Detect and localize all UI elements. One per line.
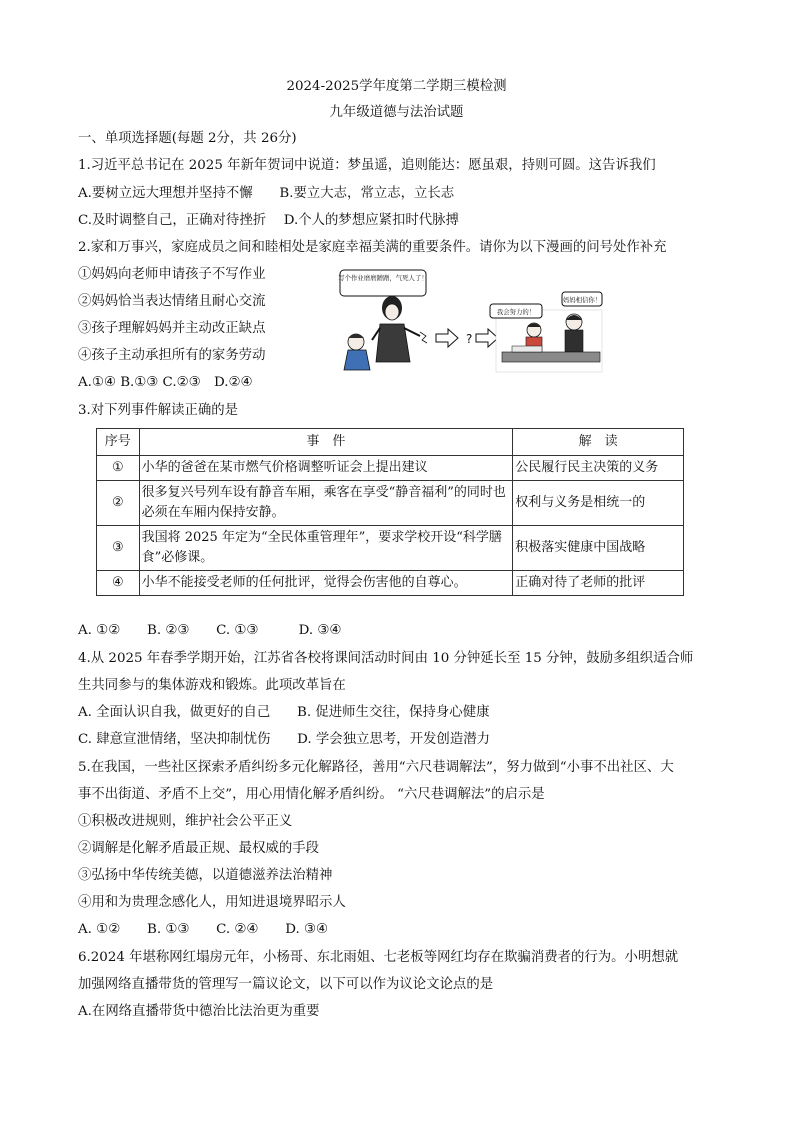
q5-stem-line2: 事不出街道、矛盾不上交”，用心用情化解矛盾纠纷。 “六尺巷调解法”的启示是 — [78, 787, 545, 802]
q5-statement-4: ④用和为贵理念感化人，用知进退境界昭示人 — [78, 895, 346, 910]
table-row — [97, 526, 684, 571]
q6-option-a: A.在网络直播带货中德治比法治更为重要 — [78, 1004, 320, 1019]
table-row — [97, 571, 684, 596]
comic-right-scene — [490, 292, 602, 372]
table-row — [97, 481, 684, 526]
table-cell-interpretation: 积极落实健康中国战略 — [513, 526, 684, 571]
q4-options-cd: C. 肆意宣泄情绪，坚决抑制忧伤 D. 学会独立思考，开发创造潜力 — [78, 732, 490, 747]
exam-subtitle: 九年级道德与法治试题 — [329, 105, 464, 120]
table-cell-event: 很多复兴号列车设有静音车厢，乘客在享受“静音福利”的同时也必须在车厢内保持安静。 — [139, 481, 513, 526]
table-cell-event: 小华不能接受老师的任何批评，觉得会伤害他的自尊心。 — [139, 571, 513, 596]
table-cell-number: ③ — [97, 526, 140, 571]
table-cell-number: ① — [97, 456, 140, 481]
table-cell-event: 我国将 2025 年定为“全民体重管理年”，要求学校开设“科学膳食”必修课。 — [139, 526, 513, 571]
q1-options-ab: A.要树立远大理想并坚持不懈 B.要立大志，常立志，立长志 — [78, 186, 455, 201]
q4-stem-line2: 生共同参与的集体游戏和锻炼。此项改革旨在 — [78, 678, 346, 693]
q2-options: A.①④ B.①③ C.②③ D.②④ — [78, 375, 253, 390]
table-cell-event: 小华的爸爸在某市燃气价格调整听证会上提出建议 — [139, 456, 513, 481]
comic-angry-mother — [372, 296, 427, 362]
q5-stem-line1: 5.在我国，一些社区探索矛盾纠纷多元化解路径，善用“六尺巷调解法”，努力做到“小事不出社区、大 — [78, 760, 674, 775]
q6-stem-line2: 加强网络直播带货的管理写一篇议论文，以下可以作为议论文论点的是 — [78, 977, 494, 992]
q1-stem: 1.习近平总书记在 2025 年新年贺词中说道：梦虽遥，追则能达：愿虽艰，持则可圆。这告诉我们 — [78, 158, 656, 173]
q1-options-cd: C.及时调整自己，正确对待挫折 D.个人的梦想应紧扣时代脉搏 — [78, 213, 459, 228]
comic-crying-child — [344, 334, 370, 370]
q2-stem: 2.家和万事兴，家庭成员之间和睦相处是家庭幸福美满的重要条件。请你为以下漫画的问号处作补充 — [78, 240, 667, 255]
section-heading: 一、单项选择题(每题 2分，共 26分) — [78, 131, 297, 146]
comic-bubble-left-text: 写个作业磨磨蹭蹭，气死人了！ — [338, 274, 428, 282]
q2-statement-3: ③孩子理解妈妈并主动改正缺点 — [78, 321, 266, 336]
table-header-event: 事 件 — [139, 429, 513, 456]
q2-statement-1: ①妈妈向老师申请孩子不写作业 — [78, 267, 266, 282]
q5-options: A. ①② B. ①③ C. ②④ D. ③④ — [78, 922, 328, 937]
q6-stem-line1: 6.2024 年堪称网红塌房元年，小杨哥、东北雨姐、七老板等网红均存在欺骗消费者的行为。小明想就 — [78, 950, 679, 965]
table-cell-interpretation: 公民履行民主决策的义务 — [513, 456, 684, 481]
exam-title: 2024-2025学年度第二学期三模检测 — [286, 79, 507, 94]
q3-options: A. ①② B. ②③ C. ①③ D. ③④ — [78, 623, 342, 638]
comic-bubble-mom-text: 妈妈相信你！ — [562, 296, 602, 304]
table-header-number: 序号 — [97, 429, 140, 456]
table-row — [97, 456, 684, 481]
q2-statement-4: ④孩子主动承担所有的家务劳动 — [78, 348, 266, 363]
q4-stem-line1: 4.从 2025 年春季学期开始，江苏省各校将课间活动时间由 10 分钟延长至 15 分钟，鼓励多组织适合师 — [78, 651, 694, 666]
q5-statement-2: ②调解是化解矛盾最正规、最权威的手段 — [78, 841, 320, 856]
comic-arrow-right — [476, 329, 498, 347]
q2-comic-illustration — [336, 266, 604, 378]
q2-statement-2: ②妈妈恰当表达情绪且耐心交流 — [78, 294, 266, 309]
comic-speech-bubble-left — [338, 270, 427, 296]
comic-question-mark: ? — [466, 332, 473, 346]
table-cell-number: ② — [97, 481, 140, 526]
q3-stem: 3.对下列事件解读正确的是 — [78, 403, 239, 418]
table-header-interpretation: 解 读 — [513, 429, 684, 456]
table-header-row — [97, 429, 684, 456]
q3-table — [96, 428, 684, 596]
table-cell-interpretation: 正确对待了老师的批评 — [513, 571, 684, 596]
q4-options-ab: A. 全面认识自我，做更好的自己 B. 促进师生交往，保持身心健康 — [78, 705, 490, 720]
q5-statement-3: ③弘扬中华传统美德，以道德滋养法治精神 — [78, 868, 333, 883]
table-cell-interpretation: 权利与义务是相统一的 — [513, 481, 684, 526]
table-cell-number: ④ — [97, 571, 140, 596]
q5-statement-1: ①积极改进规则，维护社会公平正义 — [78, 814, 293, 829]
comic-bubble-child-text: 我会努力的！ — [496, 308, 536, 316]
comic-arrow-left — [436, 329, 458, 347]
